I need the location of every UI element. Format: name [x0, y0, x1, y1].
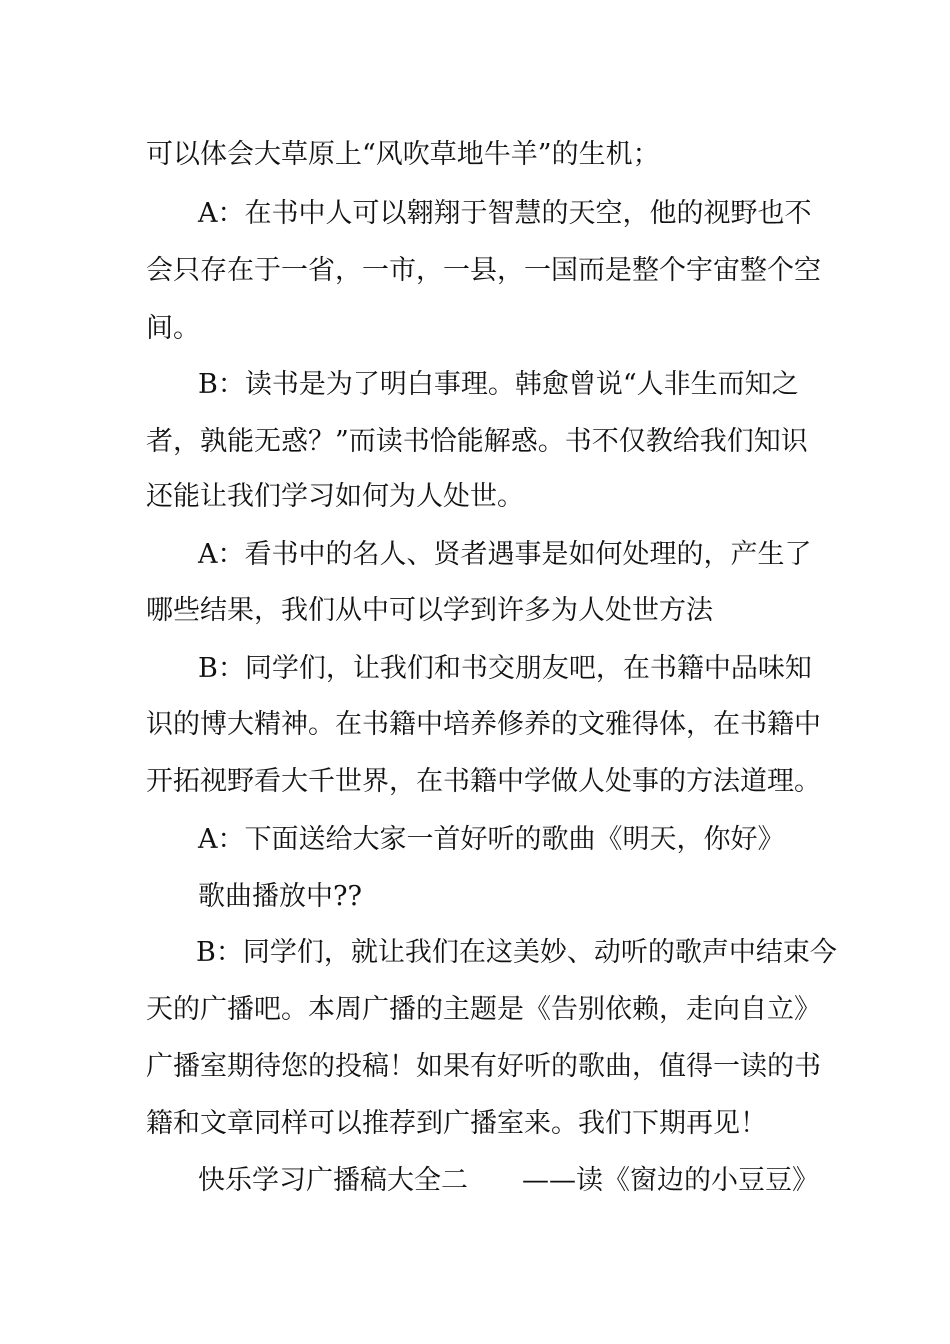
text-line: 籍和文章同样可以推荐到广播室来。我们下期再见！: [146, 1108, 767, 1139]
text-line: 识的博大精神。在书籍中培养修养的文雅得体，在书籍中: [146, 709, 821, 740]
text-line: A：下面送给大家一首好听的歌曲《明天，你好》: [198, 824, 785, 855]
text-line: 间。: [146, 313, 200, 344]
text-line: B：同学们，让我们和书交朋友吧，在书籍中品味知: [198, 653, 812, 684]
text-line: 还能让我们学习如何为人处世。: [146, 481, 524, 512]
text-line: 者，孰能无惑？”而读书恰能解惑。书不仅教给我们知识: [146, 426, 808, 457]
text-line: 开拓视野看大千世界，在书籍中学做人处事的方法道理。: [146, 766, 821, 797]
text-line: 歌曲播放中??: [198, 881, 362, 912]
text-line: A：看书中的名人、贤者遇事是如何处理的，产生了: [198, 539, 812, 570]
text-line: A：在书中人可以翱翔于智慧的天空，他的视野也不: [198, 198, 812, 229]
text-line: 哪些结果，我们从中可以学到许多为人处世方法: [146, 595, 713, 626]
text-line: 天的广播吧。本周广播的主题是《告别依赖，走向自立》: [146, 994, 821, 1025]
text-line: 会只存在于一省，一市，一县，一国而是整个宇宙整个空: [146, 255, 821, 286]
text-line: 广播室期待您的投稿！如果有好听的歌曲，值得一读的书: [146, 1051, 821, 1082]
text-line: B：同学们，就让我们在这美妙、动听的歌声中结束今: [196, 937, 837, 968]
text-line: B：读书是为了明白事理。韩愈曾说“人非生而知之: [198, 369, 799, 400]
text-line: 快乐学习广播稿大全二 ——读《窗边的小豆豆》: [198, 1165, 819, 1196]
text-line: 可以体会大草原上“风吹草地牛羊”的生机；: [146, 139, 660, 170]
